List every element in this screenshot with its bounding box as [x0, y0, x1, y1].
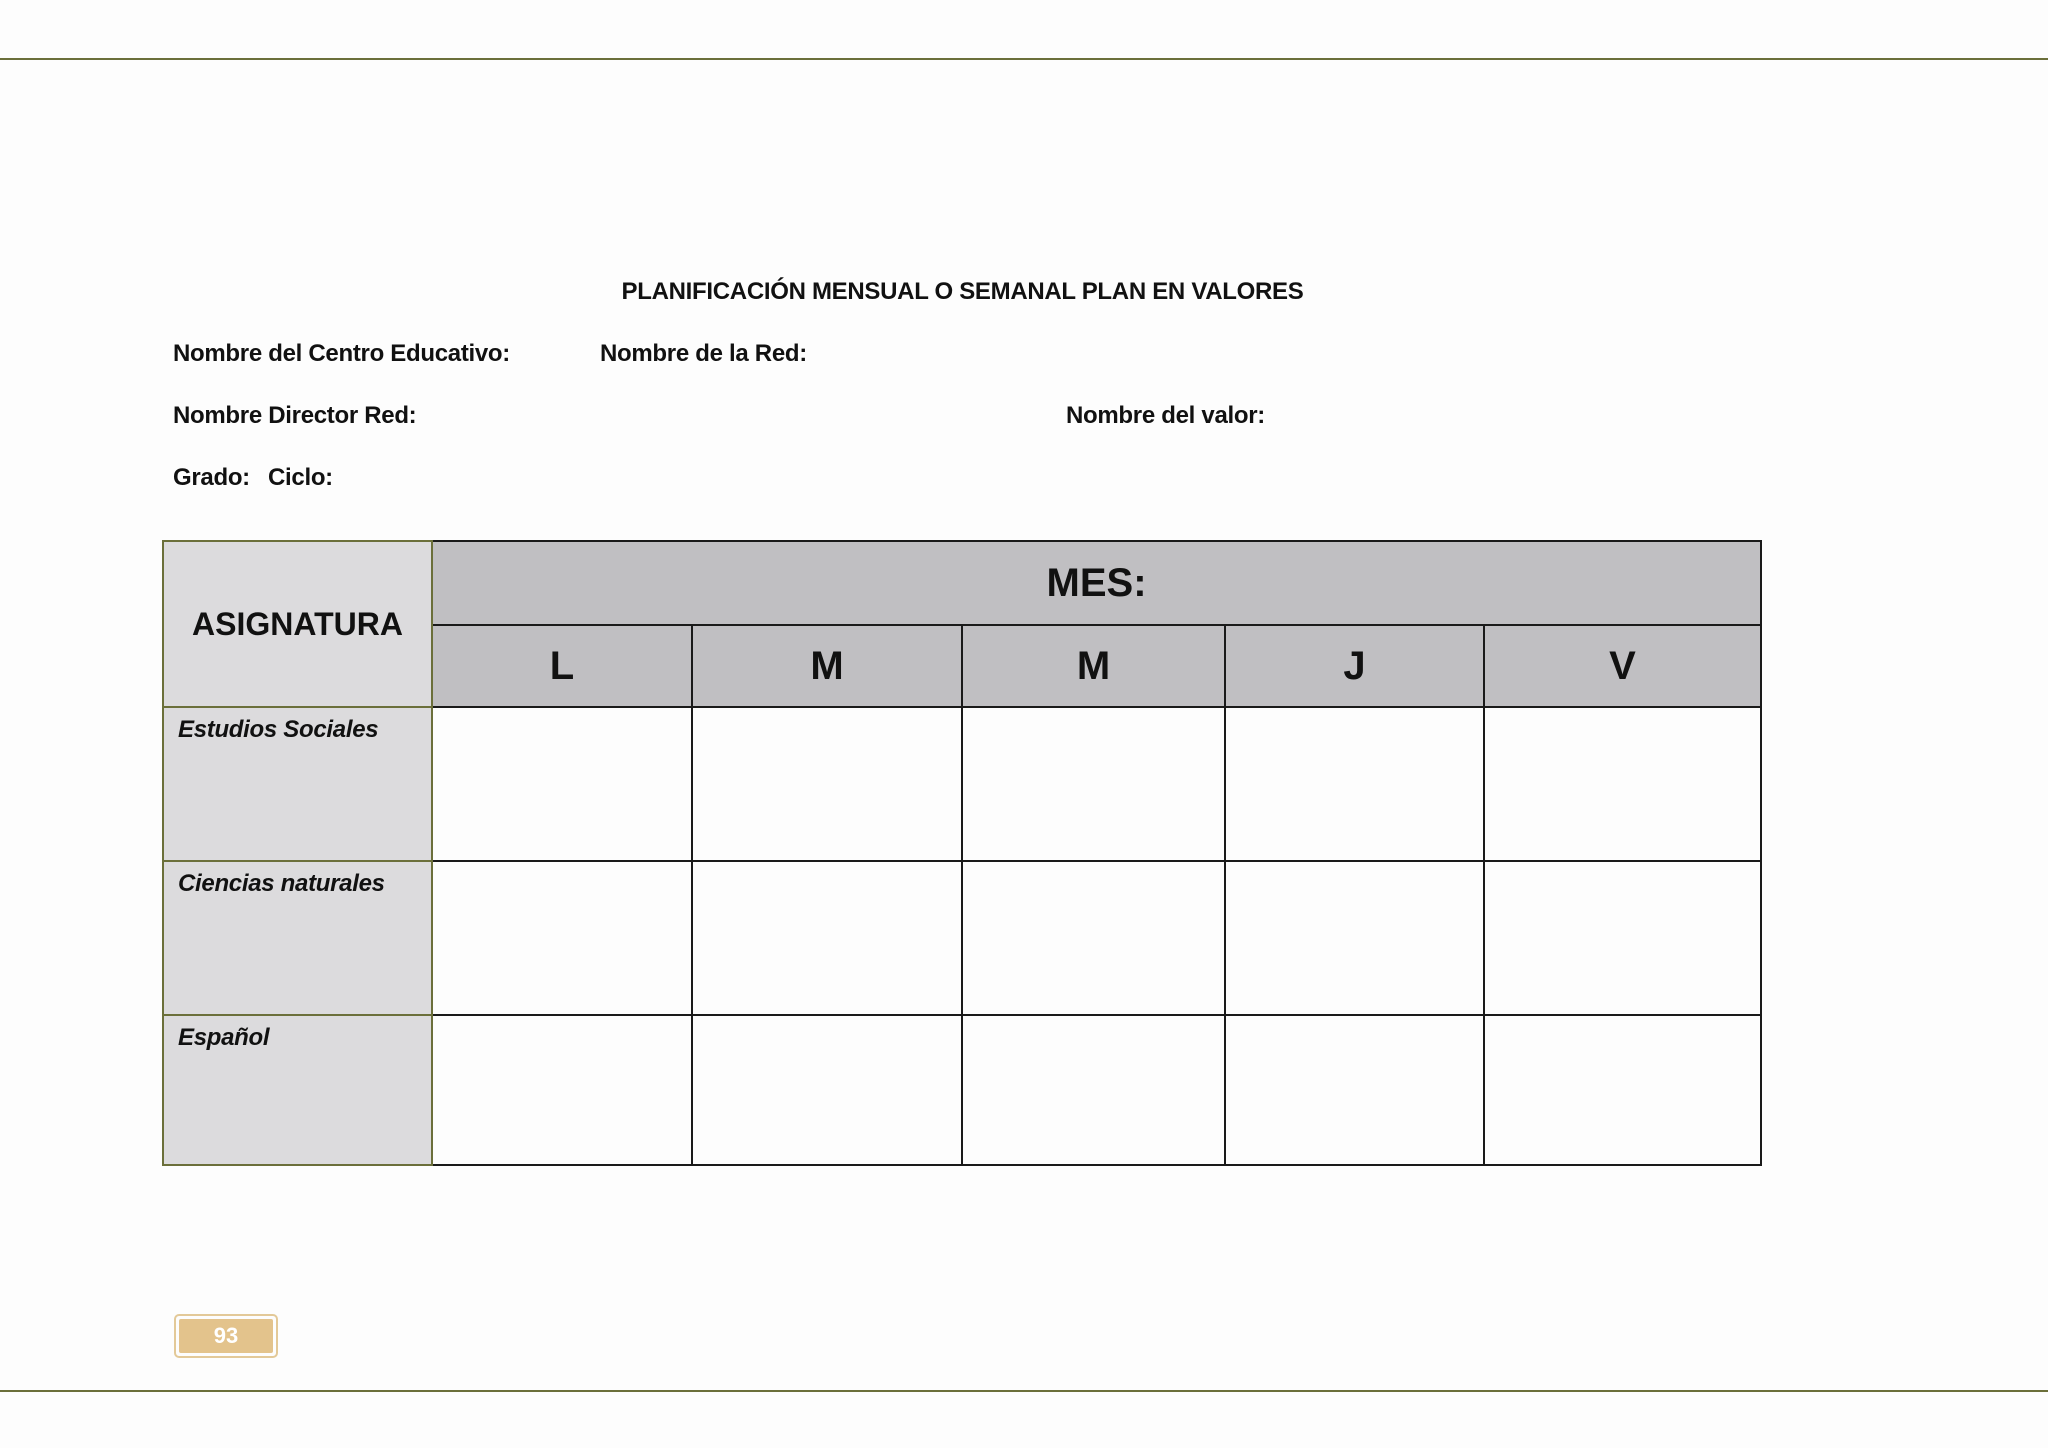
plan-cell	[1484, 1015, 1761, 1165]
plan-cell	[432, 707, 692, 861]
field-centro-educativo: Nombre del Centro Educativo:	[173, 340, 510, 367]
day-header-friday: V	[1484, 625, 1761, 707]
day-header-monday: L	[432, 625, 692, 707]
subject-label: Español	[163, 1015, 432, 1165]
month-header: MES:	[432, 541, 1761, 625]
plan-cell	[1225, 707, 1484, 861]
page-number: 93	[179, 1319, 273, 1353]
top-rule	[0, 58, 2048, 60]
table-row	[163, 861, 1761, 1015]
field-director-red: Nombre Director Red:	[173, 402, 417, 429]
plan-cell	[692, 861, 962, 1015]
field-nombre-valor: Nombre del valor:	[1066, 402, 1265, 429]
field-grado: Grado:	[173, 464, 250, 491]
day-header-tuesday: M	[692, 625, 962, 707]
field-ciclo: Ciclo:	[268, 464, 333, 491]
subject-label: Estudios Sociales	[163, 707, 432, 861]
table-row	[163, 1015, 1761, 1165]
plan-cell	[1225, 861, 1484, 1015]
field-nombre-red: Nombre de la Red:	[600, 340, 807, 367]
page-number-badge	[174, 1314, 278, 1358]
table-row	[163, 707, 1761, 861]
plan-cell	[1484, 861, 1761, 1015]
plan-cell	[1484, 707, 1761, 861]
subject-column-header: ASIGNATURA	[163, 541, 432, 707]
page-title: PLANIFICACIÓN MENSUAL O SEMANAL PLAN EN VALORES	[621, 278, 1304, 305]
plan-cell	[962, 1015, 1225, 1165]
planning-table	[162, 540, 1762, 1166]
bottom-rule	[0, 1390, 2048, 1392]
day-header-thursday: J	[1225, 625, 1484, 707]
plan-cell	[962, 861, 1225, 1015]
subject-label: Ciencias naturales	[163, 861, 432, 1015]
plan-cell	[432, 1015, 692, 1165]
plan-cell	[962, 707, 1225, 861]
plan-cell	[1225, 1015, 1484, 1165]
plan-cell	[692, 1015, 962, 1165]
plan-cell	[432, 861, 692, 1015]
day-header-wednesday: M	[962, 625, 1225, 707]
plan-cell	[692, 707, 962, 861]
